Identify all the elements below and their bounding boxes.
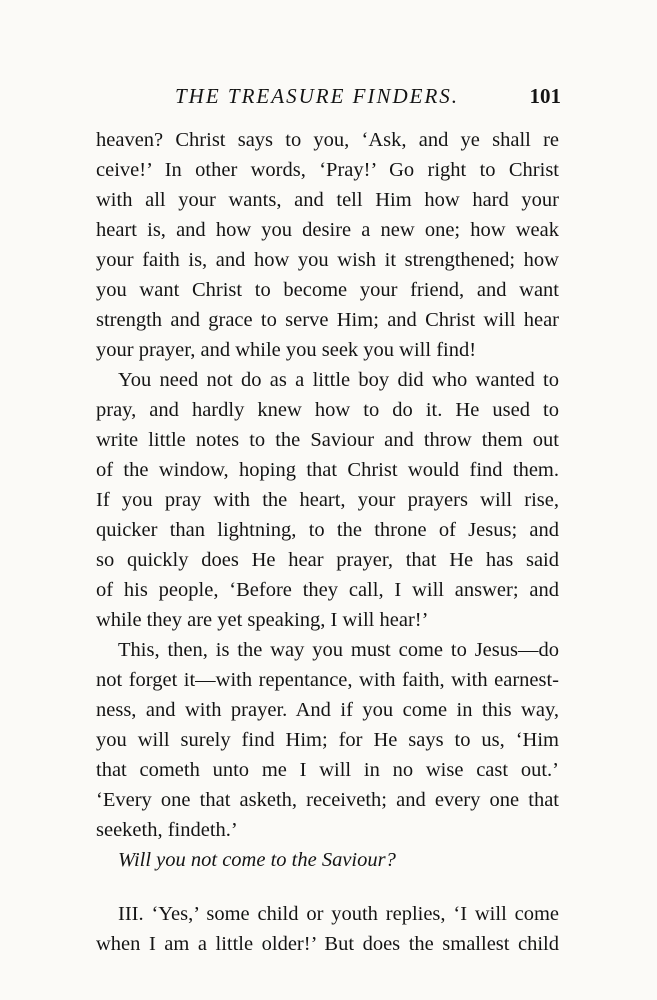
text-line: so quickly does He hear prayer, that He has said: [96, 549, 559, 571]
text-line: You need not do as a little boy did who wanted to: [118, 369, 559, 391]
text-line: pray, and hardly knew how to do it. He used to: [96, 399, 559, 421]
text-line: seeketh, findeth.’: [96, 819, 238, 841]
text-line: while they are yet speaking, I will hear!’: [96, 609, 429, 631]
text-line: with all your wants, and tell Him how hard your: [96, 189, 559, 211]
text-line: quicker than lightning, to the throne of Jesus; and: [96, 519, 559, 541]
text-line: ceive!’ In other words, ‘Pray!’ Go right to Christ: [96, 159, 559, 181]
text-line: III. ‘Yes,’ some child or youth replies, ‘I will come: [118, 903, 559, 925]
text-line: when I am a little older!’ But does the smallest child: [96, 933, 559, 955]
text-line: write little notes to the Saviour and throw them out: [96, 429, 559, 451]
text-line: This, then, is the way you must come to Jesus—do: [118, 639, 559, 661]
text-line: If you pray with the heart, your prayers will rise,: [96, 489, 559, 511]
page-number: 101: [529, 84, 561, 108]
text-line: ness, and with prayer. And if you come in this way,: [96, 699, 559, 721]
text-line: of his people, ‘Before they call, I will answer; and: [96, 579, 559, 601]
text-line: your faith is, and how you wish it strengthened; how: [96, 249, 559, 271]
text-line: strength and grace to serve Him; and Christ will hear: [96, 309, 559, 331]
page-header: [95, 84, 561, 114]
text-line: that cometh unto me I will in no wise cast out.’: [96, 759, 559, 781]
text-line: Will you not come to the Saviour?: [118, 849, 396, 871]
running-title: THE TREASURE FINDERS.: [175, 84, 460, 108]
text-line: your prayer, and while you seek you will find!: [96, 339, 477, 361]
text-line: of the window, hoping that Christ would find them.: [96, 459, 559, 481]
text-line: heart is, and how you desire a new one; how weak: [96, 219, 559, 241]
text-line: not forget it—with repentance, with faith, with earnest-: [96, 669, 559, 691]
text-line: you will surely find Him; for He says to us, ‘Him: [96, 729, 559, 751]
text-line: you want Christ to become your friend, and want: [96, 279, 559, 301]
text-line: heaven? Christ says to you, ‘Ask, and ye shall re: [96, 129, 559, 151]
text-line: ‘Every one that asketh, receiveth; and every one that: [96, 789, 559, 811]
